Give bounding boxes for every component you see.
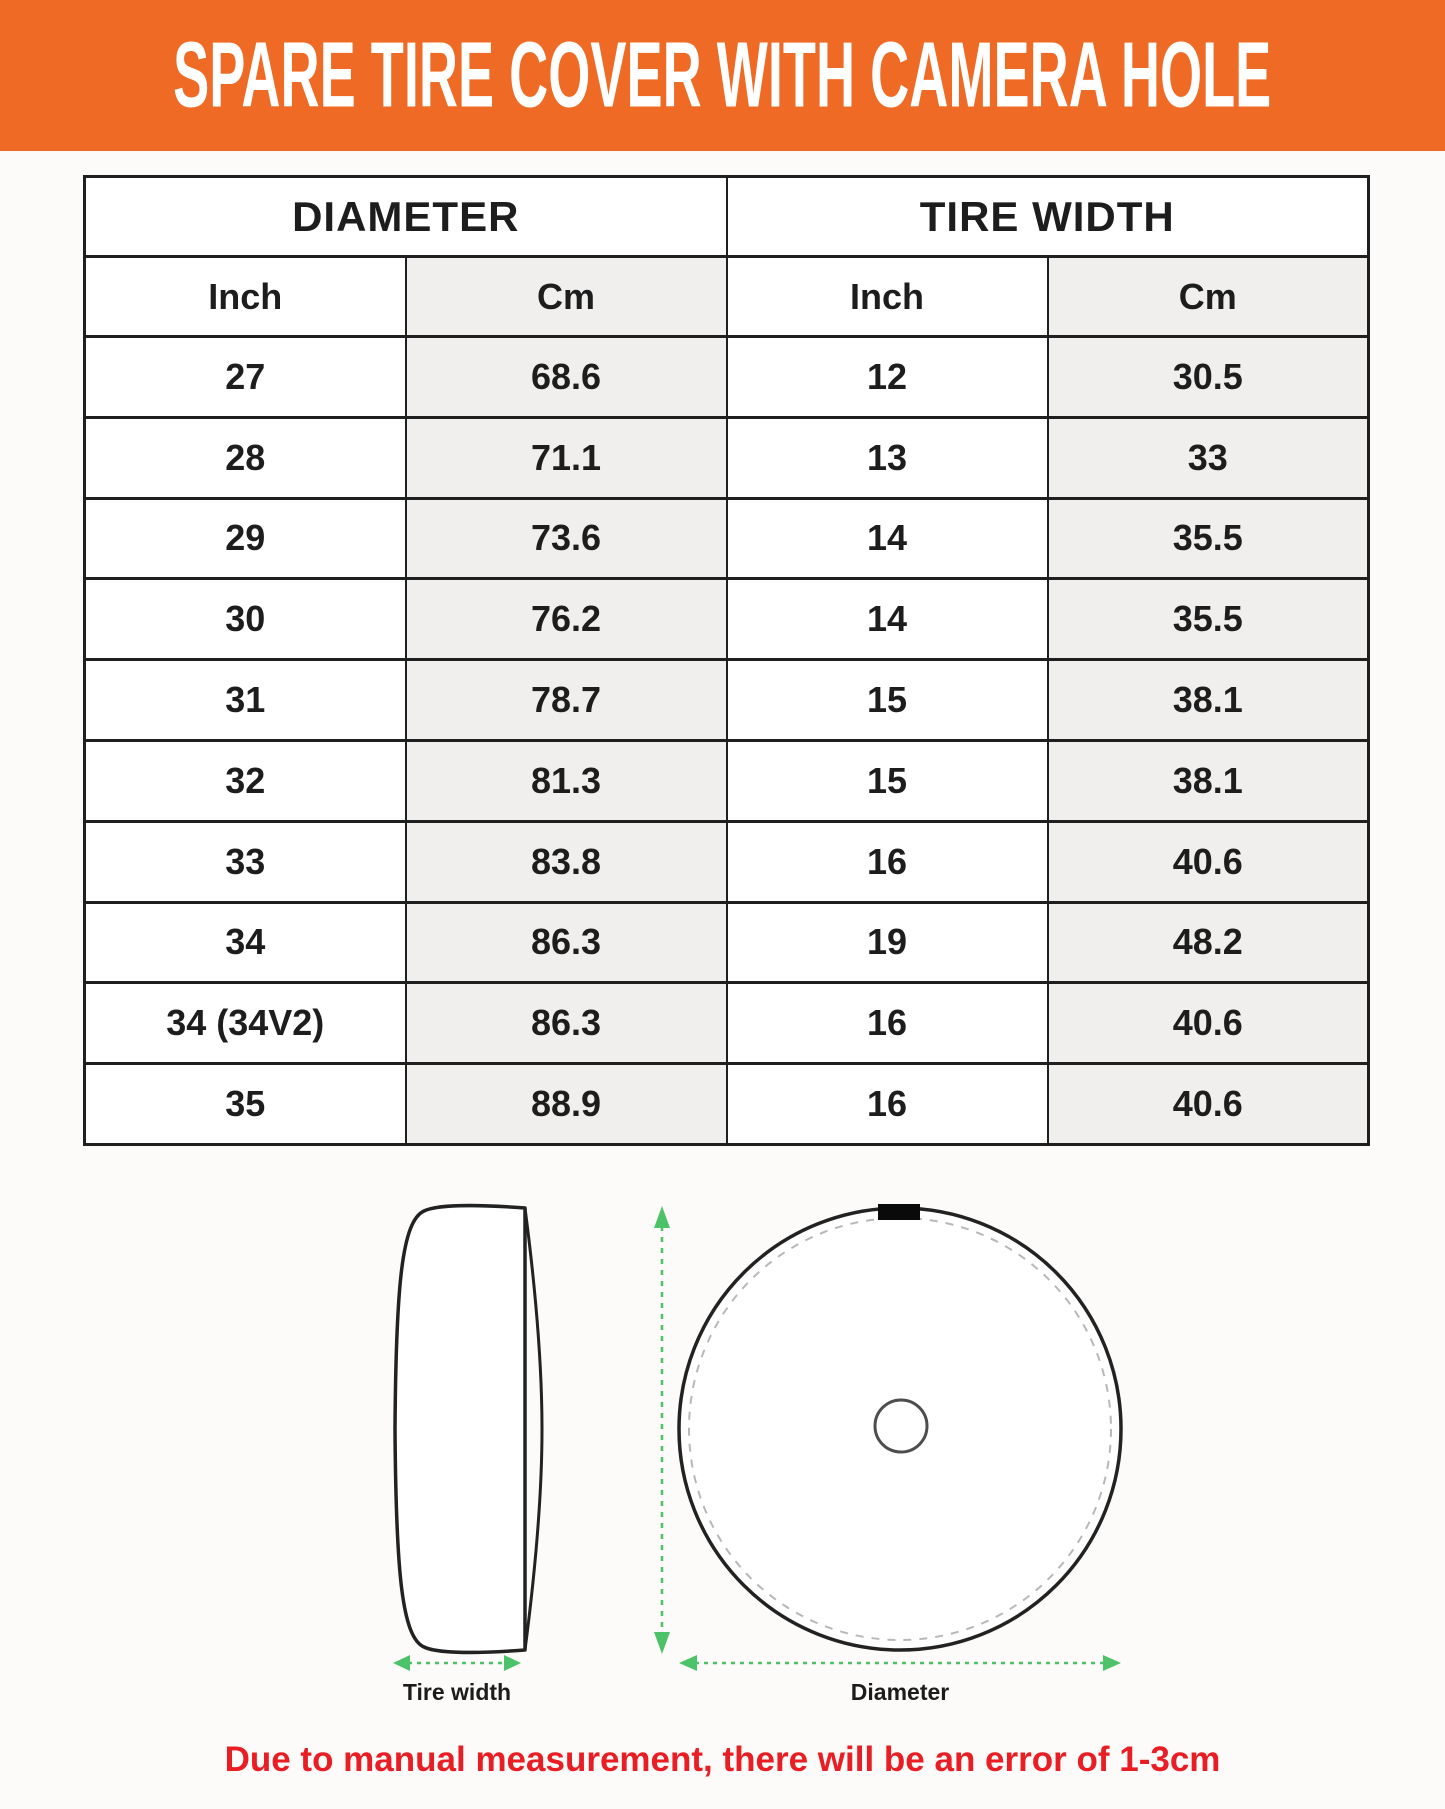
table-row: [85, 821, 1369, 902]
table-cell: 35: [85, 1064, 406, 1145]
table-cell: 35.5: [1048, 498, 1369, 579]
table-cell: 40.6: [1048, 821, 1369, 902]
table-cell: 16: [727, 1064, 1048, 1145]
diameter-arrow: [679, 1655, 1121, 1671]
diameter-label: Diameter: [850, 1679, 950, 1705]
table-row: [85, 337, 1369, 418]
table-row: [85, 660, 1369, 741]
table-row: [85, 579, 1369, 660]
column-header-diameter-inch: Inch: [85, 257, 406, 337]
table-cell: 76.2: [406, 579, 727, 660]
table-cell: 38.1: [1048, 740, 1369, 821]
table-cell: 86.3: [406, 983, 727, 1064]
table-cell: 38.1: [1048, 660, 1369, 741]
table-row: [85, 1064, 1369, 1145]
table-cell: 35.5: [1048, 579, 1369, 660]
tire-front-view-drawing: [679, 1204, 1121, 1650]
table-cell: 19: [727, 902, 1048, 983]
table-cell: 30.5: [1048, 337, 1369, 418]
tire-width-label: Tire width: [402, 1679, 512, 1705]
column-group-diameter: DIAMETER: [85, 177, 727, 257]
table-cell: 27: [85, 337, 406, 418]
measurement-diagram: [0, 1190, 1445, 1770]
table-cell: 16: [727, 983, 1048, 1064]
table-cell: 31: [85, 660, 406, 741]
height-arrow: [654, 1206, 670, 1654]
table-cell: 13: [727, 417, 1048, 498]
table-row: [85, 740, 1369, 821]
table-cell: 12: [727, 337, 1048, 418]
table-cell: 40.6: [1048, 983, 1369, 1064]
table-cell: 32: [85, 740, 406, 821]
table-cell: 48.2: [1048, 902, 1369, 983]
table-cell: 86.3: [406, 902, 727, 983]
group-header-row: [85, 177, 1369, 257]
table-row: [85, 983, 1369, 1064]
table-cell: 71.1: [406, 417, 727, 498]
measurement-disclaimer: Due to manual measurement, there will be an error of 1-3cm: [224, 1740, 1221, 1779]
table-cell: 29: [85, 498, 406, 579]
tire-side-view-drawing: [395, 1206, 542, 1653]
table-cell: 15: [727, 740, 1048, 821]
table-cell: 14: [727, 498, 1048, 579]
table-cell: 14: [727, 579, 1048, 660]
column-header-diameter-cm: Cm: [406, 257, 727, 337]
tire-width-arrow: [393, 1655, 521, 1671]
size-chart-table: [83, 175, 1370, 1146]
table-cell: 73.6: [406, 498, 727, 579]
table-cell: 15: [727, 660, 1048, 741]
table-cell: 40.6: [1048, 1064, 1369, 1145]
column-header-width-cm: Cm: [1048, 257, 1369, 337]
table-cell: 33: [85, 821, 406, 902]
table-cell: 78.7: [406, 660, 727, 741]
table-cell: 28: [85, 417, 406, 498]
size-chart-body: [85, 337, 1369, 1145]
table-row: [85, 417, 1369, 498]
page-title: SPARE TIRE COVER WITH CAMERA HOLE: [173, 23, 1272, 127]
table-cell: 88.9: [406, 1064, 727, 1145]
table-cell: 34: [85, 902, 406, 983]
table-cell: 16: [727, 821, 1048, 902]
table-cell: 83.8: [406, 821, 727, 902]
title-banner: [0, 0, 1445, 151]
camera-hole-marker: [878, 1204, 920, 1220]
center-hole: [875, 1400, 927, 1452]
table-cell: 34 (34V2): [85, 983, 406, 1064]
table-cell: 33: [1048, 417, 1369, 498]
table-cell: 68.6: [406, 337, 727, 418]
table-row: [85, 902, 1369, 983]
column-group-tire-width: TIRE WIDTH: [727, 177, 1369, 257]
table-cell: 81.3: [406, 740, 727, 821]
sub-header-row: [85, 257, 1369, 337]
table-row: [85, 498, 1369, 579]
table-cell: 30: [85, 579, 406, 660]
column-header-width-inch: Inch: [727, 257, 1048, 337]
